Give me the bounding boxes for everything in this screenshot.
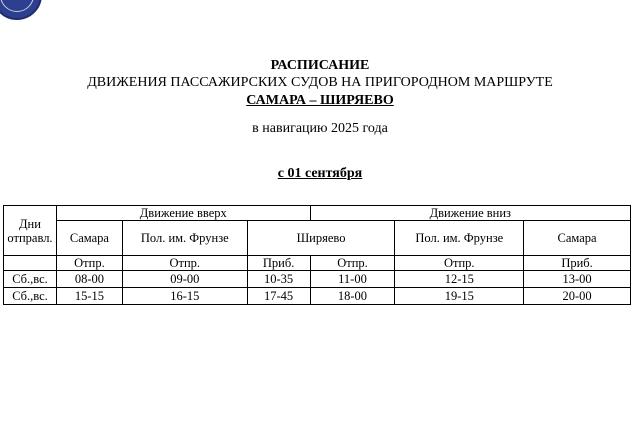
action-header: Отпр. (122, 256, 247, 271)
schedule-title: РАСПИСАНИЕ (270, 58, 370, 73)
time-cell: 12-15 (395, 271, 524, 288)
time-cell: 19-15 (395, 288, 524, 305)
days-header-line2: отправл. (7, 230, 53, 245)
days-cell: Сб.,вс. (4, 271, 57, 288)
days-header (4, 206, 57, 256)
table-row (4, 288, 631, 305)
direction-row (4, 206, 631, 221)
time-cell: 17-45 (247, 288, 310, 305)
time-cell: 11-00 (310, 271, 395, 288)
station-header: Самара (56, 221, 122, 256)
time-cell: 08-00 (56, 271, 122, 288)
time-cell: 13-00 (524, 271, 631, 288)
schedule-subtitle: ДВИЖЕНИЯ ПАССАЖИРСКИХ СУДОВ НА ПРИГОРОДНОМ МАРШРУТЕ (87, 75, 553, 90)
action-header: Отпр. (56, 256, 122, 271)
time-cell: 10-35 (247, 271, 310, 288)
time-cell: 18-00 (310, 288, 395, 305)
time-cell: 20-00 (524, 288, 631, 305)
station-header: Самара (524, 221, 631, 256)
station-header: Ширяево (247, 221, 395, 256)
days-header-line1: Дни (19, 216, 41, 231)
action-header: Отпр. (310, 256, 395, 271)
action-header: Отпр. (395, 256, 524, 271)
direction-down-header: Движение вниз (310, 206, 630, 221)
route-name: САМАРА – ШИРЯЕВО (246, 93, 394, 108)
days-cell: Сб.,вс. (4, 288, 57, 305)
station-header: Пол. им. Фрунзе (122, 221, 247, 256)
table-row (4, 271, 631, 288)
action-header: Приб. (247, 256, 310, 271)
time-cell: 15-15 (56, 288, 122, 305)
empty-cell (4, 256, 57, 271)
emblem-logo (0, 0, 42, 20)
schedule-table (3, 205, 631, 305)
actions-row (4, 256, 631, 271)
stations-row (4, 221, 631, 256)
station-header: Пол. им. Фрунзе (395, 221, 524, 256)
time-cell: 16-15 (122, 288, 247, 305)
action-header: Приб. (524, 256, 631, 271)
effective-date: с 01 сентября (277, 166, 363, 181)
direction-up-header: Движение вверх (56, 206, 310, 221)
navigation-season: в навигацию 2025 года (252, 121, 388, 136)
time-cell: 09-00 (122, 271, 247, 288)
emblem-ring-icon (0, 0, 34, 12)
